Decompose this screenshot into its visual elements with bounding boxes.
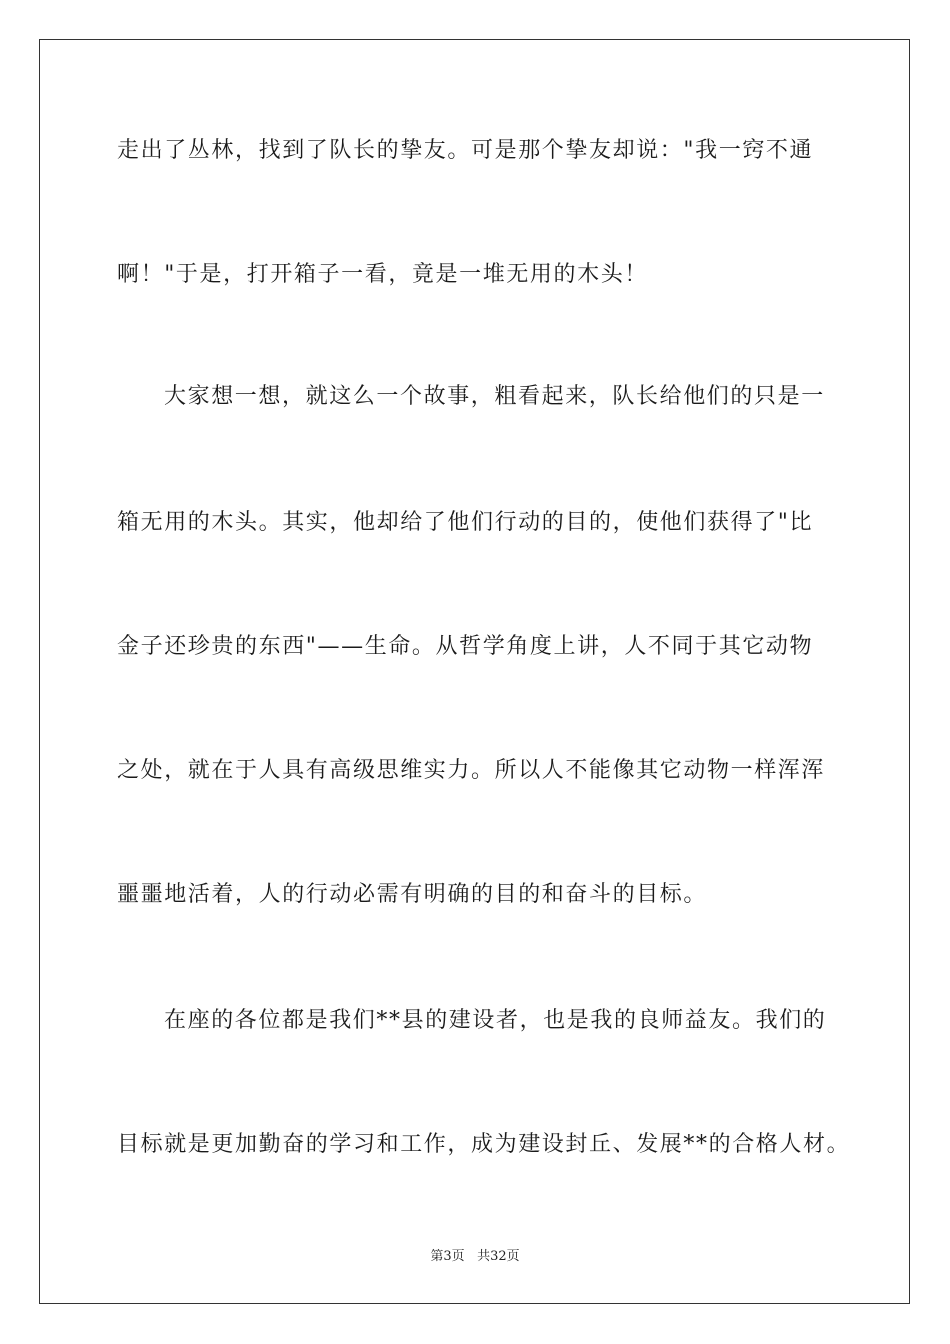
body-text-line: 噩噩地活着，人的行动必需有明确的目的和奋斗的目标。	[117, 882, 708, 907]
body-text-line: 金子还珍贵的东西"——生命。从哲学角度上讲，人不同于其它动物	[117, 634, 814, 659]
body-text-line: 箱无用的木头。其实，他却给了他们行动的目的，使他们获得了"比	[117, 510, 814, 535]
page-total: 共32页	[477, 1249, 520, 1264]
body-text-line: 大家想一想，就这么一个故事，粗看起来，队长给他们的只是一	[164, 384, 825, 409]
page-frame	[39, 39, 910, 1304]
body-text-line: 之处，就在于人具有高级思维实力。所以人不能像其它动物一样浑浑	[117, 758, 826, 783]
body-text-line: 目标就是更加勤奋的学习和工作，成为建设封丘、发展**的合格人材。	[117, 1132, 851, 1157]
body-text-line: 啊！"于是，打开箱子一看，竟是一堆无用的木头！	[117, 262, 648, 287]
page-footer	[0, 1248, 950, 1266]
body-text-line: 走出了丛林，找到了队长的挚友。可是那个挚友却说："我一窍不通	[117, 138, 814, 163]
page-number: 第3页	[430, 1249, 465, 1264]
body-text-line: 在座的各位都是我们**县的建设者，也是我的良师益友。我们的	[164, 1008, 827, 1033]
